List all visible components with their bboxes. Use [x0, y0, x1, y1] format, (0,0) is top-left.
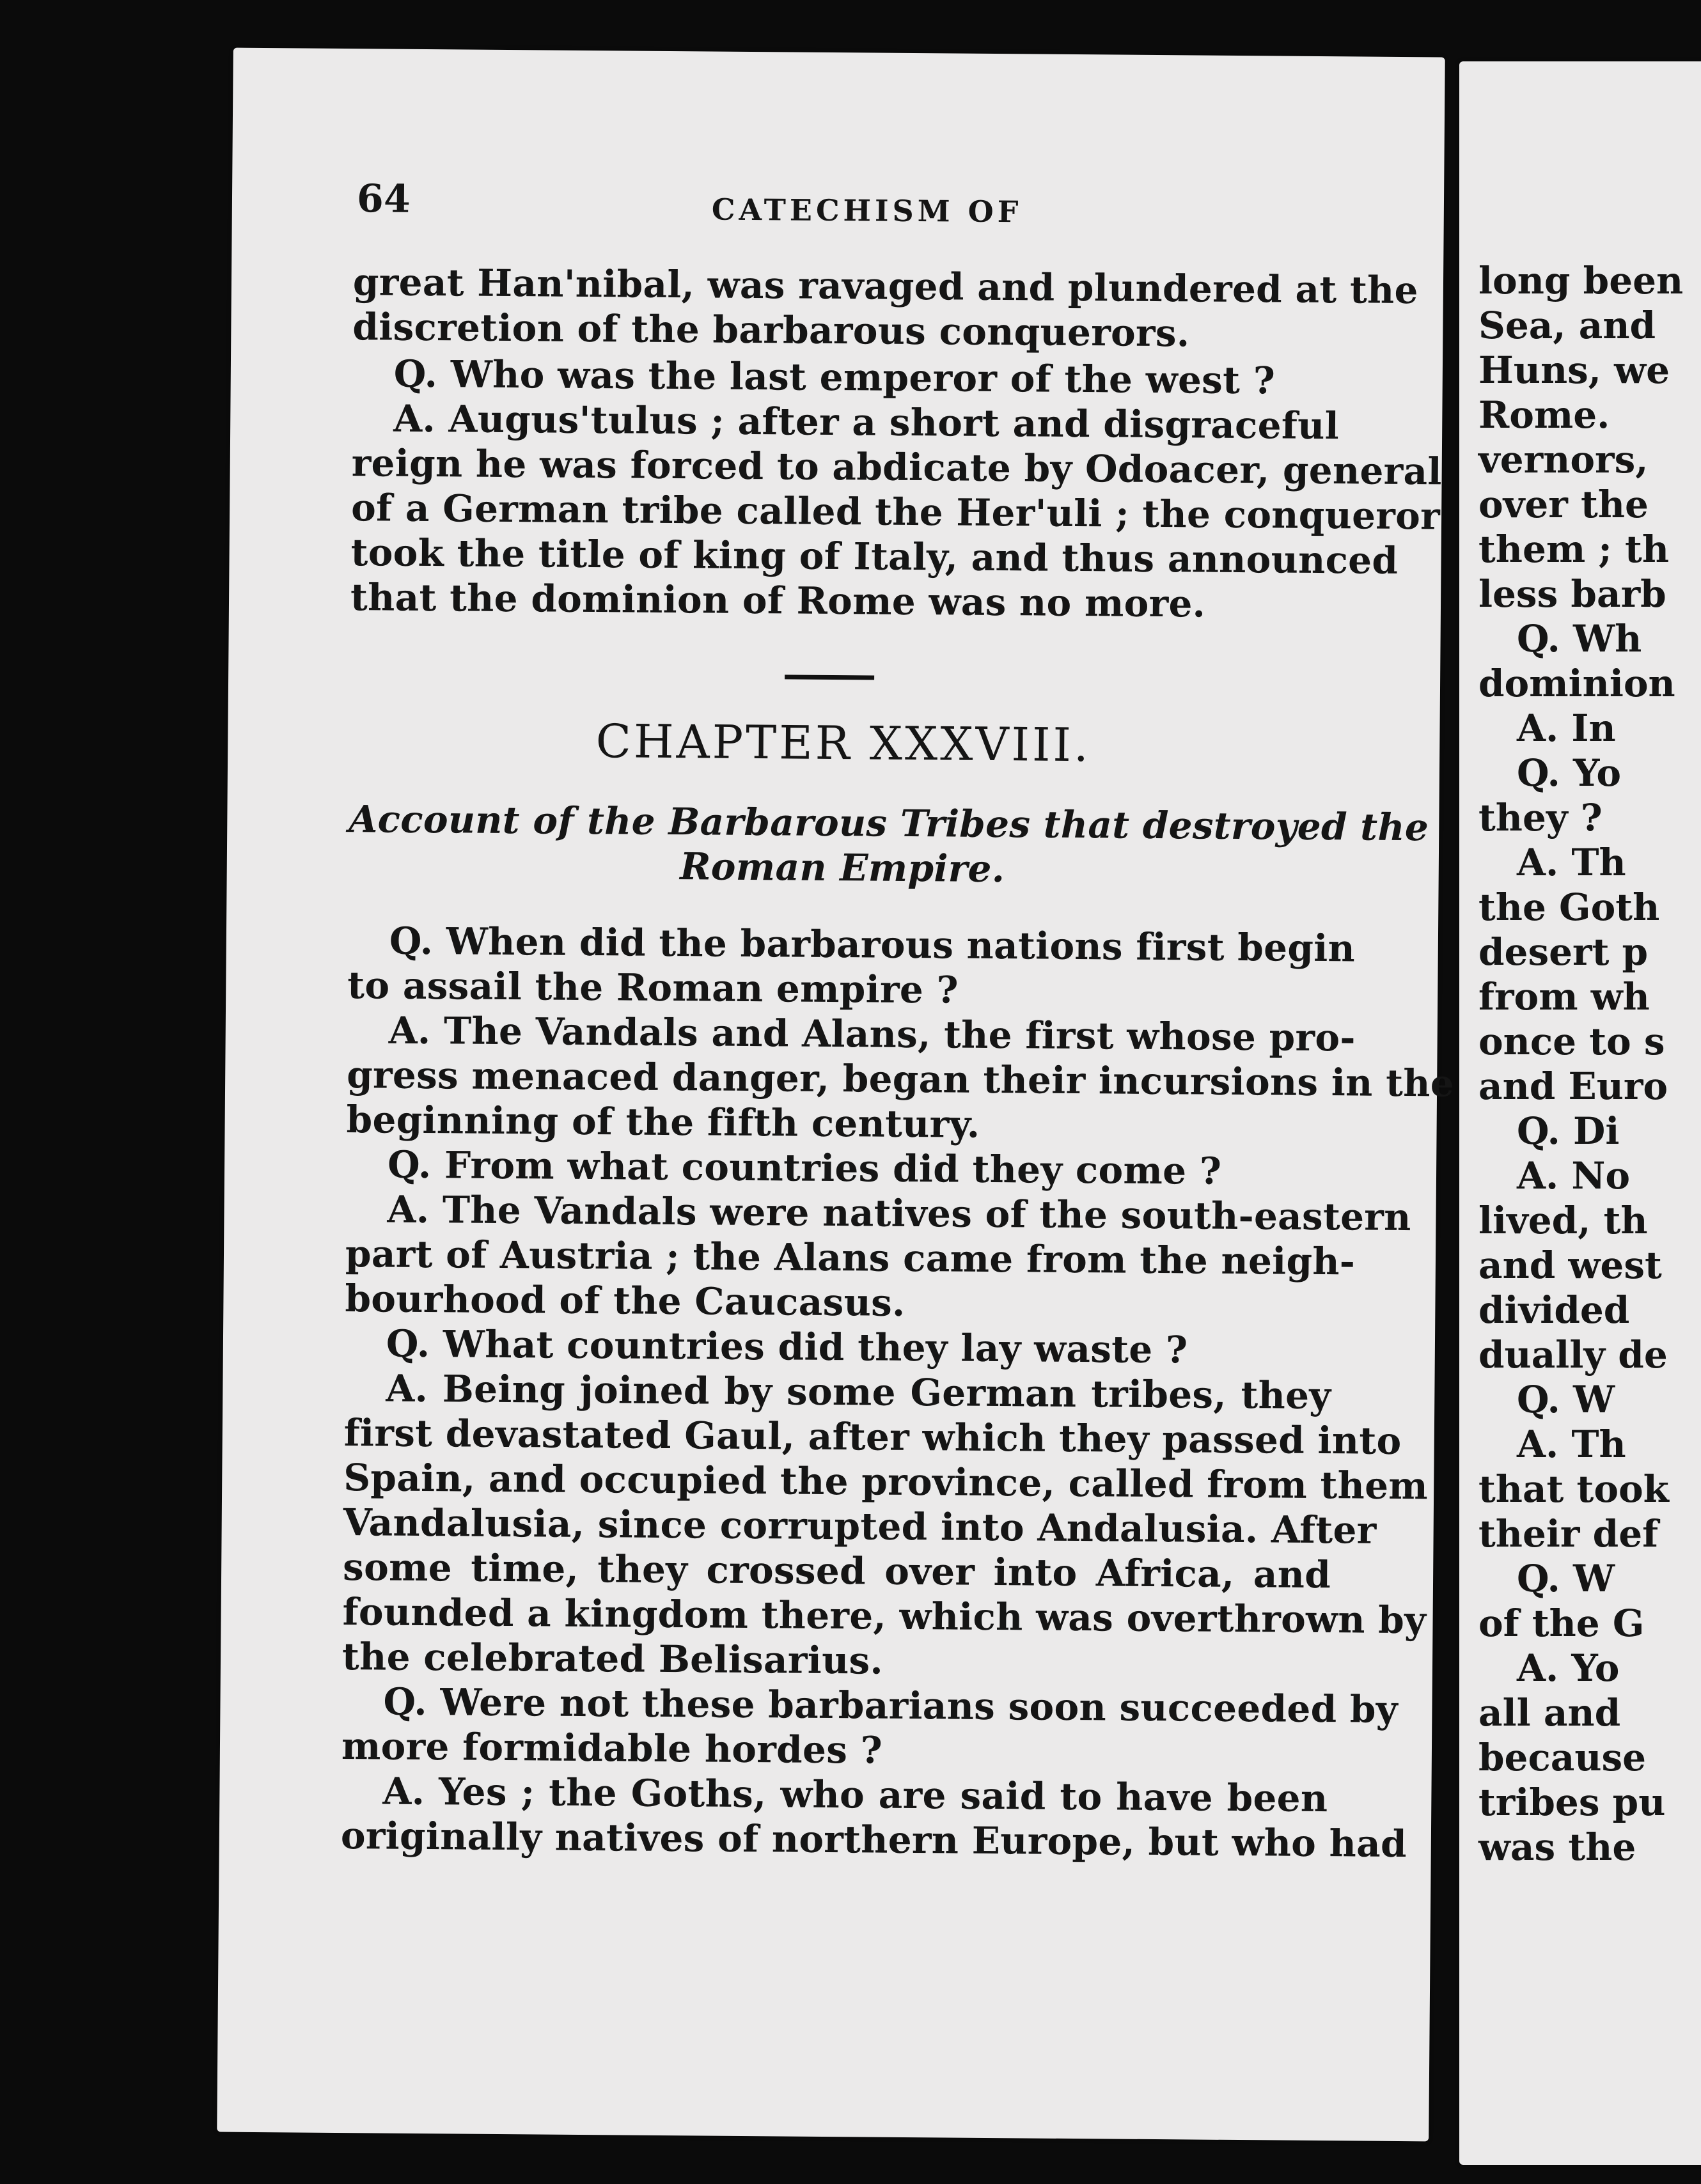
text-line: A. The Vandals were natives of the south-eastern: [387, 1187, 1411, 1240]
text-line: Rome.: [1478, 393, 1610, 437]
text-line: A. No: [1517, 1154, 1631, 1197]
text-line: was the: [1478, 1825, 1636, 1869]
text-line: they ?: [1478, 796, 1603, 839]
text-line: Q. Wh: [1517, 617, 1642, 660]
text-line: part of Austria ; the Alans came from the neigh-: [345, 1232, 1356, 1284]
text-line: A. Th: [1517, 841, 1626, 884]
text-line: Q. From what countries did they come ?: [387, 1143, 1222, 1193]
chapter-title: CHAPTER XXXVIII.: [595, 714, 1092, 772]
text-line: them ; th: [1478, 527, 1669, 571]
text-line: the celebrated Belisarius.: [341, 1635, 884, 1683]
text-line: bourhood of the Caucasus.: [345, 1277, 905, 1325]
text-line: dually de: [1478, 1333, 1668, 1377]
text-line: to assail the Roman empire ?: [347, 963, 959, 1012]
chapter-subtitle: Account of the Barbarous Tribes that destroyed the: [349, 797, 1429, 850]
text-line: first devastated Gaul, after which they passed into: [343, 1411, 1402, 1463]
text-line: dominion: [1478, 662, 1675, 705]
text-line: A. The Vandals and Alans, the first whose pro-: [388, 1008, 1356, 1060]
text-line: from wh: [1478, 975, 1650, 1018]
text-line: that the dominion of Rome was no more.: [350, 575, 1206, 626]
text-line: Q. When did the barbarous nations first begin: [389, 919, 1356, 971]
text-line: A. Th: [1517, 1423, 1626, 1466]
left-page: [217, 48, 1455, 2142]
text-line: originally natives of northern Europe, but who had: [340, 1814, 1407, 1866]
text-line: some time, they crossed over into Africa, and: [342, 1545, 1331, 1597]
text-line: Q. Were not these barbarians soon succeeded by: [383, 1680, 1399, 1731]
text-line: Q. Yo: [1517, 751, 1622, 795]
text-line: Huns, we: [1478, 348, 1670, 392]
text-line: desert p: [1478, 930, 1649, 974]
text-line: less barb: [1478, 572, 1666, 616]
text-line: Sea, and: [1478, 304, 1656, 347]
text-line: Q. Who was the last emperor of the west ?: [393, 352, 1276, 403]
chapter-subtitle: Roman Empire.: [680, 845, 1005, 891]
section-rule: [785, 675, 874, 680]
text-line: founded a kingdom there, which was overthrown by: [342, 1590, 1427, 1642]
running-head: CATECHISM OF: [711, 192, 1023, 230]
text-line: vernors,: [1478, 438, 1649, 481]
text-line: discretion of the barbarous conquerors.: [352, 305, 1190, 355]
text-line: their def: [1478, 1512, 1659, 1556]
text-line: that took: [1478, 1467, 1669, 1511]
text-line: Spain, and occupied the province, called from them: [343, 1456, 1429, 1508]
text-line: more formidable hordes ?: [341, 1724, 883, 1772]
text-line: the Goth: [1478, 885, 1660, 929]
text-line: once to s: [1478, 1020, 1665, 1063]
text-line: took the title of king of Italy, and thus announced: [350, 531, 1399, 582]
text-line: lived, th: [1478, 1199, 1648, 1242]
text-line: A. Being joined by some German tribes, they: [386, 1366, 1331, 1418]
text-line: gress menaced danger, began their incursions in the: [346, 1053, 1455, 1105]
text-line: reign he was forced to abdicate by Odoacer, general: [351, 441, 1443, 494]
text-line: divided: [1478, 1288, 1630, 1332]
text-line: of a German tribe called the Her'uli ; the conqueror: [350, 486, 1441, 538]
text-line: tribes pu: [1478, 1781, 1666, 1824]
text-line: great Han'nibal, was ravaged and plundered at the: [352, 260, 1419, 313]
text-line: A. Augus'tulus ; after a short and disgraceful: [393, 396, 1340, 448]
text-line: and west: [1478, 1244, 1662, 1287]
right-page: [1459, 61, 1701, 2165]
text-line: and Euro: [1478, 1065, 1668, 1108]
text-line: beginning of the fifth century.: [346, 1098, 980, 1146]
text-line: long been: [1478, 259, 1684, 302]
text-line: of the G: [1478, 1602, 1645, 1645]
text-line: A. Yes ; the Goths, who are said to have been: [382, 1769, 1328, 1821]
text-line: Q. W: [1517, 1378, 1615, 1421]
text-line: because: [1478, 1736, 1647, 1779]
text-line: A. Yo: [1517, 1646, 1620, 1690]
text-line: over the: [1478, 483, 1649, 526]
text-line: Q. W: [1517, 1557, 1615, 1600]
text-line: Vandalusia, since corrupted into Andalusia. After: [343, 1501, 1377, 1552]
text-line: Q. What countries did they lay waste ?: [386, 1322, 1188, 1372]
page-number: 64: [356, 176, 411, 222]
text-line: A. In: [1517, 706, 1616, 750]
text-line: Q. Di: [1517, 1109, 1620, 1153]
text-line: all and: [1478, 1691, 1621, 1735]
